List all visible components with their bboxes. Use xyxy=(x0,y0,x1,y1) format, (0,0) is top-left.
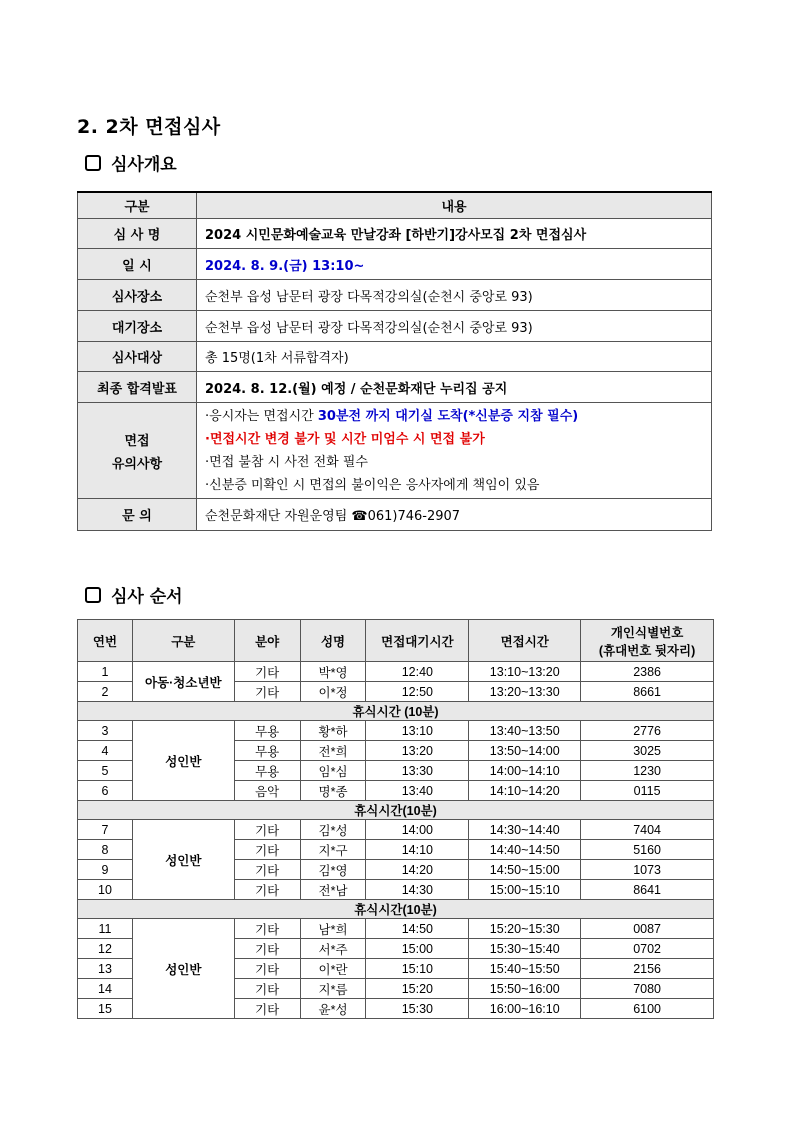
overview-row xyxy=(78,342,712,372)
cell-name: 지*구 xyxy=(300,840,366,860)
cell-name: 박*영 xyxy=(300,662,366,682)
notes-content xyxy=(197,403,712,499)
cell-no: 7 xyxy=(78,820,133,840)
cell-name: 전*희 xyxy=(300,741,366,761)
cell-field: 기타 xyxy=(234,820,300,840)
cell-name: 김*성 xyxy=(300,820,366,840)
row-label: 심 사 명 xyxy=(78,219,197,249)
break-label: 휴식시간 (10분) xyxy=(78,702,714,721)
cell-field: 기타 xyxy=(234,662,300,682)
cell-field: 기타 xyxy=(234,682,300,702)
cell-id-number: 5160 xyxy=(581,840,714,860)
cell-name: 윤*성 xyxy=(300,999,366,1019)
cell-id-number: 1073 xyxy=(581,860,714,880)
row-label: 심사장소 xyxy=(78,280,197,311)
cell-name: 임*심 xyxy=(300,761,366,781)
final-announcement: 2024. 8. 12.(월) 예정 / 순천문화재단 누리집 공지 xyxy=(197,372,712,403)
cell-field: 기타 xyxy=(234,939,300,959)
cell-field: 음악 xyxy=(234,781,300,801)
table-row xyxy=(78,721,714,741)
cell-interview-time: 14:00~14:10 xyxy=(469,761,581,781)
cell-no: 15 xyxy=(78,999,133,1019)
schedule-section-title xyxy=(85,582,183,607)
row-label: 심사대상 xyxy=(78,342,197,372)
schedule-body xyxy=(78,662,714,1019)
table-row xyxy=(78,662,714,682)
cell-id-number: 3025 xyxy=(581,741,714,761)
cell-no: 14 xyxy=(78,979,133,999)
cell-interview-time: 13:10~13:20 xyxy=(469,662,581,682)
cell-name: 황*하 xyxy=(300,721,366,741)
overview-header-content: 내용 xyxy=(197,192,712,219)
note-line-3: ·면접 불참 시 사전 전화 필수 xyxy=(205,455,368,470)
break-label: 휴식시간(10분) xyxy=(78,801,714,820)
cell-name: 전*남 xyxy=(300,880,366,900)
cell-no: 4 xyxy=(78,741,133,761)
cell-group: 성인반 xyxy=(132,820,234,900)
cell-field: 기타 xyxy=(234,880,300,900)
cell-no: 5 xyxy=(78,761,133,781)
overview-section-title xyxy=(85,150,177,175)
row-label: 대기장소 xyxy=(78,311,197,342)
cell-wait-time: 14:20 xyxy=(366,860,469,880)
cell-field: 기타 xyxy=(234,919,300,939)
cell-interview-time: 16:00~16:10 xyxy=(469,999,581,1019)
cell-field: 기타 xyxy=(234,959,300,979)
cell-id-number: 7404 xyxy=(581,820,714,840)
cell-id-number: 2156 xyxy=(581,959,714,979)
header-no: 연번 xyxy=(78,620,133,662)
overview-header-category: 구분 xyxy=(78,192,197,219)
cell-name: 명*종 xyxy=(300,781,366,801)
cell-interview-time: 15:20~15:30 xyxy=(469,919,581,939)
schedule-title: 심사 순서 xyxy=(111,587,183,607)
note-line-1: ·응시자는 면접시간 30분전 까지 대기실 도착(*신분증 지참 필수) xyxy=(205,409,579,424)
exam-name: 2024 시민문화예술교육 만날강좌 [하반기]강사모집 2차 면접심사 xyxy=(197,219,712,249)
overview-row xyxy=(78,219,712,249)
cell-field: 기타 xyxy=(234,999,300,1019)
cell-no: 8 xyxy=(78,840,133,860)
header-name: 성명 xyxy=(300,620,366,662)
overview-title: 심사개요 xyxy=(111,155,177,175)
cell-id-number: 0087 xyxy=(581,919,714,939)
cell-wait-time: 15:30 xyxy=(366,999,469,1019)
checkbox-icon xyxy=(85,587,101,603)
note-line-4: ·신분증 미확인 시 면접의 불이익은 응사자에게 책임이 있음 xyxy=(205,478,540,493)
cell-group: 성인반 xyxy=(132,919,234,1019)
cell-no: 13 xyxy=(78,959,133,979)
cell-no: 3 xyxy=(78,721,133,741)
exam-venue: 순천부 읍성 남문터 광장 다목적강의실(순천시 중앙로 93) xyxy=(197,280,712,311)
cell-interview-time: 14:50~15:00 xyxy=(469,860,581,880)
cell-wait-time: 15:10 xyxy=(366,959,469,979)
cell-interview-time: 15:00~15:10 xyxy=(469,880,581,900)
schedule-header-row xyxy=(78,620,714,662)
overview-table xyxy=(77,191,712,531)
table-row xyxy=(78,919,714,939)
header-wait-time: 면접대기시간 xyxy=(366,620,469,662)
overview-header-row xyxy=(78,192,712,219)
cell-id-number: 2386 xyxy=(581,662,714,682)
cell-interview-time: 13:20~13:30 xyxy=(469,682,581,702)
cell-interview-time: 15:50~16:00 xyxy=(469,979,581,999)
header-id-number: 개인식별번호 (휴대번호 뒷자리) xyxy=(581,620,714,662)
cell-wait-time: 13:40 xyxy=(366,781,469,801)
cell-wait-time: 13:20 xyxy=(366,741,469,761)
header-category: 구분 xyxy=(132,620,234,662)
waiting-venue: 순천부 읍성 남문터 광장 다목적강의실(순천시 중앙로 93) xyxy=(197,311,712,342)
cell-wait-time: 13:30 xyxy=(366,761,469,781)
cell-interview-time: 15:40~15:50 xyxy=(469,959,581,979)
row-label: 문 의 xyxy=(78,499,197,531)
cell-group: 아동·청소년반 xyxy=(132,662,234,702)
row-label: 일 시 xyxy=(78,249,197,280)
cell-interview-time: 13:40~13:50 xyxy=(469,721,581,741)
break-row xyxy=(78,801,714,820)
cell-field: 무용 xyxy=(234,721,300,741)
cell-wait-time: 14:10 xyxy=(366,840,469,860)
cell-interview-time: 14:10~14:20 xyxy=(469,781,581,801)
cell-field: 무용 xyxy=(234,761,300,781)
cell-field: 기타 xyxy=(234,979,300,999)
cell-interview-time: 14:30~14:40 xyxy=(469,820,581,840)
overview-notes-row xyxy=(78,403,712,499)
cell-wait-time: 13:10 xyxy=(366,721,469,741)
schedule-table xyxy=(77,619,714,1019)
cell-field: 무용 xyxy=(234,741,300,761)
table-row xyxy=(78,820,714,840)
cell-id-number: 0115 xyxy=(581,781,714,801)
checkbox-icon xyxy=(85,155,101,171)
page-title: 2. 2차 면접심사 xyxy=(77,116,221,138)
note-line-2: ·면접시간 변경 불가 및 시간 미엄수 시 면접 불가 xyxy=(205,432,485,447)
exam-target: 총 15명(1차 서류합격자) xyxy=(197,342,712,372)
cell-no: 2 xyxy=(78,682,133,702)
overview-row xyxy=(78,372,712,403)
cell-field: 기타 xyxy=(234,840,300,860)
cell-interview-time: 15:30~15:40 xyxy=(469,939,581,959)
cell-wait-time: 12:40 xyxy=(366,662,469,682)
header-interview-time: 면접시간 xyxy=(469,620,581,662)
exam-datetime: 2024. 8. 9.(금) 13:10~ xyxy=(197,249,712,280)
cell-wait-time: 14:00 xyxy=(366,820,469,840)
overview-row xyxy=(78,499,712,531)
break-label: 휴식시간(10분) xyxy=(78,900,714,919)
cell-id-number: 6100 xyxy=(581,999,714,1019)
cell-group: 성인반 xyxy=(132,721,234,801)
cell-id-number: 7080 xyxy=(581,979,714,999)
cell-no: 6 xyxy=(78,781,133,801)
break-row xyxy=(78,900,714,919)
row-label: 최종 합격발표 xyxy=(78,372,197,403)
cell-field: 기타 xyxy=(234,860,300,880)
cell-name: 이*란 xyxy=(300,959,366,979)
cell-name: 이*정 xyxy=(300,682,366,702)
cell-id-number: 0702 xyxy=(581,939,714,959)
overview-row xyxy=(78,249,712,280)
cell-no: 9 xyxy=(78,860,133,880)
cell-no: 11 xyxy=(78,919,133,939)
cell-wait-time: 15:20 xyxy=(366,979,469,999)
cell-name: 남*희 xyxy=(300,919,366,939)
cell-interview-time: 14:40~14:50 xyxy=(469,840,581,860)
header-field: 분야 xyxy=(234,620,300,662)
cell-interview-time: 13:50~14:00 xyxy=(469,741,581,761)
cell-wait-time: 12:50 xyxy=(366,682,469,702)
notes-label: 면접 유의사항 xyxy=(78,403,197,499)
cell-no: 1 xyxy=(78,662,133,682)
cell-name: 지*름 xyxy=(300,979,366,999)
overview-row xyxy=(78,280,712,311)
cell-id-number: 8641 xyxy=(581,880,714,900)
overview-row xyxy=(78,311,712,342)
contact-info: 순천문화재단 자원운영팀 ☎061)746-2907 xyxy=(197,499,712,531)
cell-wait-time: 14:30 xyxy=(366,880,469,900)
cell-no: 12 xyxy=(78,939,133,959)
cell-id-number: 1230 xyxy=(581,761,714,781)
break-row xyxy=(78,702,714,721)
cell-name: 서*주 xyxy=(300,939,366,959)
cell-no: 10 xyxy=(78,880,133,900)
cell-name: 김*영 xyxy=(300,860,366,880)
cell-id-number: 8661 xyxy=(581,682,714,702)
cell-wait-time: 14:50 xyxy=(366,919,469,939)
cell-id-number: 2776 xyxy=(581,721,714,741)
cell-wait-time: 15:00 xyxy=(366,939,469,959)
